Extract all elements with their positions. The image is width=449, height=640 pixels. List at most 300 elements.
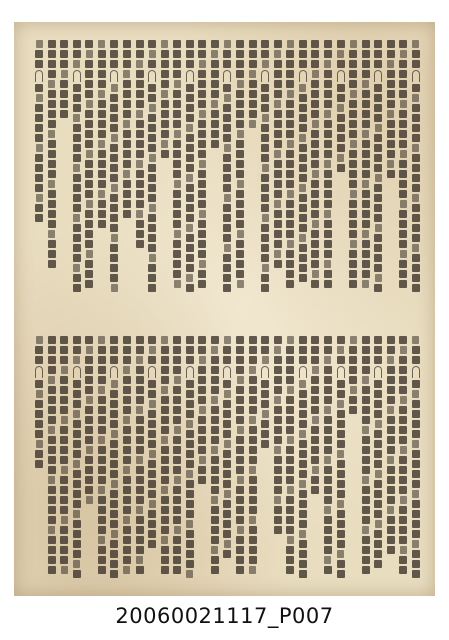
glyph [123,436,131,444]
glyph [35,430,43,438]
glyph [198,230,206,238]
glyph [186,184,194,192]
glyph [161,466,169,474]
glyph [98,406,106,414]
glyph [35,356,43,364]
glyph [274,466,282,474]
glyph [60,476,68,484]
glyph [73,274,81,282]
glyph [274,240,282,248]
glyph [286,546,294,554]
glyph [186,540,194,548]
glyph [237,280,244,288]
glyph [274,180,282,188]
glyph [173,446,181,454]
glyph [374,164,382,172]
glyph [73,390,81,398]
glyph [399,70,407,78]
glyph [110,336,118,344]
glyph [274,446,281,454]
glyph [110,550,118,558]
glyph [61,566,68,574]
glyph [98,556,106,564]
glyph [399,120,407,128]
glyph [198,130,206,138]
glyph [223,520,231,528]
glyph [123,466,130,474]
text-column [185,40,195,298]
glyph [362,70,370,78]
glyph [73,244,81,252]
glyph [223,480,231,488]
glyph [224,390,231,398]
glyph [412,114,420,122]
glyph [198,280,206,288]
glyph [274,516,282,524]
glyph [299,174,307,182]
glyph [274,346,281,354]
glyph [110,274,118,282]
glyph [400,50,407,58]
glyph [173,160,181,168]
glyph [312,416,319,424]
glyph [223,154,231,162]
glyph [374,410,382,418]
glyph [173,566,181,574]
glyph [86,446,93,454]
glyph [337,560,345,568]
glyph [173,170,181,178]
glyph [236,210,244,218]
glyph [111,530,118,538]
glyph [35,124,43,132]
glyph [286,496,294,504]
text-column [361,336,371,580]
glyph [374,530,382,538]
glyph [73,214,80,222]
glyph [324,70,332,78]
glyph [387,416,395,424]
glyph [73,224,81,232]
glyph [387,396,395,404]
glyph [186,550,194,558]
glyph [48,250,56,258]
glyph [362,180,369,188]
glyph [249,80,257,88]
glyph [249,376,257,384]
glyph [224,440,231,448]
glyph [123,356,131,364]
glyph [60,386,68,394]
glyph [374,450,382,458]
glyph [261,134,269,142]
glyph [73,470,81,478]
glyph [311,180,319,188]
glyph [110,154,118,162]
glyph [35,154,43,162]
glyph [286,406,294,414]
glyph [400,346,407,354]
glyph [299,410,307,418]
glyph [299,390,307,398]
glyph [274,100,281,108]
glyph [324,536,332,544]
glyph [186,400,194,408]
glyph [261,144,269,152]
glyph [412,500,420,508]
glyph [223,134,231,142]
glyph [399,280,407,288]
glyph [198,70,206,78]
glyph [186,164,194,172]
glyph [111,234,118,242]
glyph [136,210,143,218]
glyph [274,376,282,384]
glyph [311,150,319,158]
glyph [60,556,68,564]
glyph [236,356,244,364]
glyph [399,60,407,68]
glyph [374,346,382,354]
glyph [123,456,131,464]
glyph [299,104,307,112]
glyph [35,204,43,212]
glyph [324,396,332,404]
glyph [324,40,332,48]
glyph [324,90,332,98]
glyph [98,536,105,544]
text-column [298,336,308,580]
glyph [85,120,93,128]
text-column [109,40,119,298]
glyph [399,516,407,524]
glyph [110,570,118,578]
glyph [111,480,118,488]
glyph [161,486,168,494]
glyph [36,144,43,152]
glyph [211,110,219,118]
glyph [236,396,244,404]
glyph [161,120,169,128]
glyph [412,244,419,252]
glyph [374,540,382,548]
glyph [136,526,144,534]
glyph [85,426,93,434]
glyph [374,430,382,438]
glyph [186,144,194,152]
glyph [48,396,56,404]
glyph [387,406,394,414]
glyph [324,240,332,248]
glyph [374,154,382,162]
glyph [249,406,257,414]
glyph [261,400,269,408]
glyph [186,60,194,68]
glyph [161,346,169,354]
glyph [324,476,332,484]
text-column [323,336,333,580]
glyph [35,450,43,458]
glyph [299,520,307,528]
glyph [324,446,332,454]
text-column [197,336,207,580]
glyph [362,40,370,48]
glyph [299,274,307,282]
glyph [387,346,395,354]
glyph [299,114,307,122]
glyph [186,490,194,498]
glyph [324,220,332,228]
glyph [324,180,332,188]
glyph [299,530,306,538]
glyph [161,406,169,414]
glyph [286,466,294,474]
glyph [349,170,357,178]
glyph [48,60,56,68]
glyph [299,50,307,58]
glyph [362,60,370,68]
glyph [311,336,319,344]
glyph [362,200,370,208]
glyph [73,560,80,568]
glyph [211,50,218,58]
glyph [186,204,194,212]
glyph [148,470,156,478]
glyph [286,376,294,384]
glyph [299,450,307,458]
glyph [148,224,156,232]
glyph [161,536,168,544]
glyph [60,486,68,494]
glyph [35,134,43,142]
glyph [61,516,68,524]
glyph [236,456,244,464]
glyph [110,50,118,58]
glyph [274,476,282,484]
glyph [337,346,344,354]
glyph [337,540,345,548]
glyph [98,110,106,118]
glyph [299,124,307,132]
glyph [387,546,395,554]
glyph [186,336,194,344]
glyph [374,356,382,364]
text-column [160,40,170,298]
glyph [161,566,169,574]
glyph [324,516,332,524]
glyph [48,210,56,218]
glyph [110,204,118,212]
glyph [136,130,144,138]
glyph [412,144,419,152]
glyph [274,130,282,138]
glyph [249,476,257,484]
text-column [285,40,295,298]
glyph [223,114,231,122]
text-column [386,40,396,298]
glyph [286,566,294,574]
glyph [148,40,156,48]
glyph [48,346,56,354]
glyph [337,490,345,498]
glyph [236,366,244,374]
glyph [60,496,68,504]
glyph [236,260,244,268]
glyph [412,550,420,558]
glyph [48,446,56,454]
glyph [324,200,332,208]
glyph [173,50,181,58]
glyph [223,420,231,428]
glyph [349,346,357,354]
glyph [60,346,68,354]
glyph [299,336,307,344]
text-column [260,40,270,298]
glyph [249,386,257,394]
glyph [349,120,357,128]
glyph [198,170,206,178]
glyph [186,480,194,488]
glyph [337,530,345,538]
glyph [236,250,244,258]
glyph [237,130,244,138]
glyph [261,284,269,292]
glyph [148,184,156,192]
glyph [173,260,181,268]
glyph [337,124,345,132]
glyph [249,456,257,464]
glyph [173,210,181,218]
glyph [136,200,144,208]
glyph [110,500,118,508]
glyph [362,140,370,148]
glyph [98,160,106,168]
glyph [399,356,407,364]
glyph [412,134,420,142]
glyph [236,190,244,198]
glyph [211,526,219,534]
glyph [98,60,106,68]
glyph [311,356,319,364]
glyph [136,60,143,68]
glyph [412,84,420,92]
glyph [198,180,206,188]
glyph [286,120,294,128]
glyph [148,540,156,548]
glyph [274,396,281,404]
glyph [35,410,43,418]
glyph [123,496,131,504]
text-column [135,40,145,298]
glyph [374,440,382,448]
glyph [136,336,144,344]
glyph [362,110,370,118]
glyph [48,546,56,554]
glyph [374,144,382,152]
glyph [123,376,131,384]
glyph [186,244,194,252]
glyph [223,284,231,292]
glyph [85,416,93,424]
glyph [149,346,156,354]
glyph [249,416,256,424]
glyph [299,470,307,478]
glyph [412,420,420,428]
glyph [299,500,307,508]
glyph [123,476,131,484]
glyph [148,114,156,122]
glyph [123,486,131,494]
glyph [374,254,382,262]
glyph [262,410,269,418]
glyph [324,486,332,494]
glyph [86,100,93,108]
glyph [299,510,307,518]
glyph [286,180,294,188]
glyph [173,556,181,564]
aged-paper-sheet [14,22,435,596]
glyph [186,264,194,272]
glyph [48,456,56,464]
glyph [311,60,319,68]
glyph [123,170,130,178]
glyph [98,150,106,158]
glyph [173,70,181,78]
glyph [198,426,206,434]
glyph [412,570,420,578]
glyph [387,376,395,384]
glyph [110,460,118,468]
glyph [123,386,131,394]
glyph [399,406,407,414]
glyph [174,476,181,484]
glyph [362,220,370,228]
glyph [73,356,80,364]
glyph [274,260,282,268]
glyph [274,250,281,258]
glyph [299,480,306,488]
glyph [286,250,294,258]
glyph [412,284,420,292]
glyph [110,174,118,182]
glyph [73,410,80,418]
glyph [98,90,105,98]
glyph [73,234,81,242]
glyph [60,536,68,544]
glyph [223,254,231,262]
glyph [136,556,143,564]
glyph [249,110,257,118]
glyph [161,416,169,424]
glyph [186,234,194,242]
glyph [174,130,181,138]
glyph [224,490,231,498]
glyph [198,190,206,198]
glyph [73,60,80,68]
glyph [236,50,244,58]
text-column [386,336,396,580]
glyph [374,490,382,498]
glyph [48,190,56,198]
glyph [324,50,332,58]
glyph [236,406,244,414]
glyph [186,254,194,262]
glyph [186,356,194,364]
glyph [211,90,219,98]
glyph [198,140,206,148]
glyph [110,420,118,428]
glyph [148,390,156,398]
